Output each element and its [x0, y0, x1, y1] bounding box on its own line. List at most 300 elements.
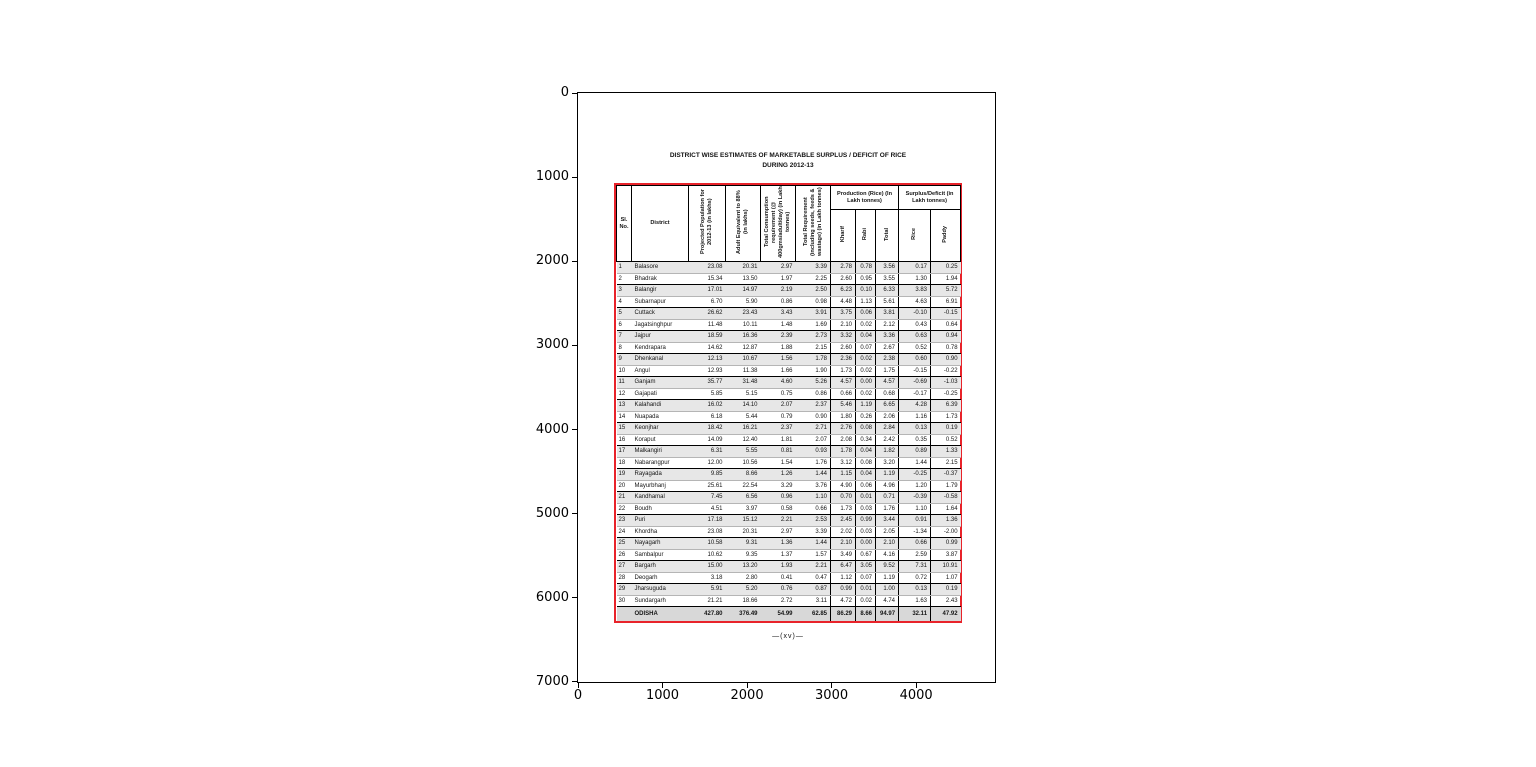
table-cell: 1.78: [796, 354, 831, 366]
y-tick-label: 3000: [535, 337, 569, 353]
table-cell: 2.73: [796, 331, 831, 343]
table-cell: 0.03: [856, 526, 876, 538]
table-cell: 1.37: [761, 549, 796, 561]
table-cell: 1.36: [931, 515, 961, 527]
col-header-consumption: Total Consumption requirement (@ 400gms/adult/day) (in Lakh tonnes): [761, 186, 796, 262]
table-cell: 25.61: [689, 480, 726, 492]
col-header-sl-no: Sl. No.: [617, 186, 632, 262]
table-cell: 0.58: [761, 503, 796, 515]
table-cell: 6.23: [831, 285, 856, 297]
table-cell: 15.12: [726, 515, 761, 527]
table-cell: Koraput: [632, 434, 689, 446]
table-cell: Nayagarh: [632, 538, 689, 550]
table-cell: 3.18: [689, 572, 726, 584]
district-row: [617, 457, 961, 469]
table-cell: 3.83: [899, 285, 931, 297]
table-cell: 0.68: [876, 388, 899, 400]
table-cell: Jagatsinghpur: [632, 319, 689, 331]
table-cell: 0.86: [796, 388, 831, 400]
table-cell: 0.02: [856, 388, 876, 400]
district-row: [617, 561, 961, 573]
table-cell: 1.54: [761, 457, 796, 469]
table-cell: 2.37: [796, 400, 831, 412]
table-cell: Kandhamal: [632, 492, 689, 504]
table-cell: 4.28: [899, 400, 931, 412]
table-cell: 0.02: [856, 595, 876, 607]
table-cell: 3.56: [876, 262, 899, 274]
table-cell: 10.11: [726, 319, 761, 331]
district-row: [617, 400, 961, 412]
table-cell: 2.60: [831, 342, 856, 354]
table-cell: 7.31: [899, 561, 931, 573]
table-cell: 4.57: [876, 377, 899, 389]
table-cell: 2.21: [761, 515, 796, 527]
table-cell: -0.15: [931, 308, 961, 320]
district-row: [617, 538, 961, 550]
table-cell: 427.80: [689, 607, 726, 622]
table-cell: -0.25: [899, 469, 931, 481]
table-cell: 11.38: [726, 365, 761, 377]
table-cell: 3.87: [931, 549, 961, 561]
figure-axes: [535, 85, 996, 703]
table-cell: 1.30: [899, 273, 931, 285]
col-header-requirement: Total Requirement (including seeds, feeds & wastage) (in Lakh tonnes): [796, 186, 831, 262]
district-row: [617, 331, 961, 343]
table-cell: 2: [617, 273, 632, 285]
y-tick-label: 6000: [535, 589, 569, 605]
district-row: [617, 377, 961, 389]
table-cell: 1.10: [899, 503, 931, 515]
district-row: [617, 526, 961, 538]
table-cell: 1.80: [831, 411, 856, 423]
page-number-mark: —(xv)—: [772, 633, 804, 640]
table-cell: 1.79: [931, 480, 961, 492]
district-row: [617, 342, 961, 354]
table-cell: 10.58: [689, 538, 726, 550]
table-cell: 12.00: [689, 457, 726, 469]
table-cell: 9: [617, 354, 632, 366]
table-cell: 19: [617, 469, 632, 481]
table-cell: 20.31: [726, 262, 761, 274]
y-tick-mark: [572, 93, 577, 94]
table-cell: 13.50: [726, 273, 761, 285]
x-tick-label: 2000: [730, 688, 764, 703]
table-cell: 0.99: [931, 538, 961, 550]
table-cell: 5.85: [689, 388, 726, 400]
table-cell: 1.73: [831, 365, 856, 377]
district-row: [617, 354, 961, 366]
table-cell: 0.66: [796, 503, 831, 515]
table-cell: 1.13: [856, 296, 876, 308]
table-cell: 0.72: [899, 572, 931, 584]
table-cell: 11: [617, 377, 632, 389]
sub-header-paddy: Paddy: [931, 210, 961, 262]
col-header-adult-equivalent: Adult Equivalent to 88% (in lakhs): [726, 186, 761, 262]
surplus-deficit-table: [616, 185, 961, 621]
table-cell: Boudh: [632, 503, 689, 515]
group-header-production: Production (Rice) (In Lakh tonnes): [831, 186, 899, 210]
table-cell: 6.70: [689, 296, 726, 308]
table-cell: 0.79: [761, 411, 796, 423]
x-tick-label: 3000: [815, 688, 849, 703]
table-cell: 1.94: [931, 273, 961, 285]
table-cell: 12.13: [689, 354, 726, 366]
table-cell: 2.10: [831, 538, 856, 550]
table-cell: 23.08: [689, 262, 726, 274]
table-cell: 0.00: [856, 538, 876, 550]
table-red-border-box: [614, 183, 962, 623]
y-tick-label: 5000: [535, 505, 569, 521]
table-cell: 3.29: [761, 480, 796, 492]
table-cell: 9.52: [876, 561, 899, 573]
table-cell: 1.48: [761, 319, 796, 331]
table-cell: 2.97: [761, 262, 796, 274]
table-cell: 2.42: [876, 434, 899, 446]
table-cell: 0.13: [899, 423, 931, 435]
table-cell: 1.82: [876, 446, 899, 458]
table-cell: Keonjhar: [632, 423, 689, 435]
table-cell: 5.55: [726, 446, 761, 458]
table-cell: 5.15: [726, 388, 761, 400]
table-cell: -0.69: [899, 377, 931, 389]
table-cell: 5.61: [876, 296, 899, 308]
table-cell: 10.62: [689, 549, 726, 561]
table-cell: 5.44: [726, 411, 761, 423]
table-cell: 4.74: [876, 595, 899, 607]
table-cell: 18.42: [689, 423, 726, 435]
table-cell: 2.37: [761, 423, 796, 435]
table-cell: 27: [617, 561, 632, 573]
table-cell: 0.13: [899, 584, 931, 596]
district-row: [617, 411, 961, 423]
table-cell: 1.15: [831, 469, 856, 481]
table-cell: 3.12: [831, 457, 856, 469]
table-cell: 6.56: [726, 492, 761, 504]
table-cell: 15: [617, 423, 632, 435]
table-cell: 0.98: [796, 296, 831, 308]
table-cell: 1.19: [876, 469, 899, 481]
table-cell: 0.63: [899, 331, 931, 343]
table-cell: 0.60: [899, 354, 931, 366]
table-cell: 10.67: [726, 354, 761, 366]
table-cell: 14.62: [689, 342, 726, 354]
table-cell: 6: [617, 319, 632, 331]
table-cell: 2.53: [796, 515, 831, 527]
table-cell: 4.48: [831, 296, 856, 308]
table-cell: 14: [617, 411, 632, 423]
table-cell: 2.50: [796, 285, 831, 297]
table-cell: 5.46: [831, 400, 856, 412]
table-cell: 2.84: [876, 423, 899, 435]
table-cell: 1: [617, 262, 632, 274]
table-cell: 0.25: [931, 262, 961, 274]
district-row: [617, 262, 961, 274]
table-cell: 3.43: [761, 308, 796, 320]
table-cell: Nuapada: [632, 411, 689, 423]
table-cell: 16: [617, 434, 632, 446]
table-cell: 62.85: [796, 607, 831, 622]
table-cell: 8: [617, 342, 632, 354]
table-cell: 0.26: [856, 411, 876, 423]
table-cell: Malkangiri: [632, 446, 689, 458]
table-cell: 0.03: [856, 503, 876, 515]
table-cell: 4.57: [831, 377, 856, 389]
table-cell: Deogarh: [632, 572, 689, 584]
table-cell: 0.01: [856, 584, 876, 596]
table-cell: 6.33: [876, 285, 899, 297]
table-cell: Mayurbhanj: [632, 480, 689, 492]
table-cell: Jajpur: [632, 331, 689, 343]
table-cell: 3.44: [876, 515, 899, 527]
table-cell: 10: [617, 365, 632, 377]
table-cell: 14.10: [726, 400, 761, 412]
table-cell: 5.90: [726, 296, 761, 308]
x-tick-label: 4000: [899, 688, 933, 703]
district-row: [617, 584, 961, 596]
y-tick-label: 0: [560, 85, 569, 100]
table-cell: 5.72: [931, 285, 961, 297]
district-row: [617, 503, 961, 515]
table-cell: 0.07: [856, 342, 876, 354]
table-cell: 1.81: [761, 434, 796, 446]
table-cell: 5.91: [689, 584, 726, 596]
table-cell: 21: [617, 492, 632, 504]
district-row: [617, 388, 961, 400]
table-cell: Puri: [632, 515, 689, 527]
district-row: [617, 515, 961, 527]
table-cell: 15.00: [689, 561, 726, 573]
district-row: [617, 434, 961, 446]
table-cell: Ganjam: [632, 377, 689, 389]
y-tick-label: 2000: [535, 253, 569, 269]
table-cell: Sambalpur: [632, 549, 689, 561]
table-cell: 1.64: [931, 503, 961, 515]
table-cell: 2.39: [761, 331, 796, 343]
table-cell: 0.02: [856, 354, 876, 366]
table-cell: ODISHA: [632, 607, 689, 622]
sub-header-rabi: Rabi: [856, 210, 876, 262]
table-cell: -0.39: [899, 492, 931, 504]
table-cell: Khordha: [632, 526, 689, 538]
table-cell: 9.35: [726, 549, 761, 561]
table-cell: 12: [617, 388, 632, 400]
table-cell: 17.01: [689, 285, 726, 297]
table-cell: 4.16: [876, 549, 899, 561]
table-cell: 6.18: [689, 411, 726, 423]
table-cell: 0.04: [856, 469, 876, 481]
table-cell: 4.72: [831, 595, 856, 607]
table-cell: 6.31: [689, 446, 726, 458]
col-header-district: District: [632, 186, 689, 262]
table-cell: 0.95: [856, 273, 876, 285]
sub-header-kharif: Kharif: [831, 210, 856, 262]
table-cell: [617, 607, 632, 622]
table-cell: 24: [617, 526, 632, 538]
district-row: [617, 285, 961, 297]
table-cell: 14.97: [726, 285, 761, 297]
table-cell: 2.10: [831, 319, 856, 331]
table-cell: 2.05: [876, 526, 899, 538]
table-cell: 3.32: [831, 331, 856, 343]
table-cell: 3.75: [831, 308, 856, 320]
table-cell: -0.22: [931, 365, 961, 377]
district-row: [617, 296, 961, 308]
table-cell: 1.56: [761, 354, 796, 366]
table-cell: Jharsuguda: [632, 584, 689, 596]
table-cell: 1.73: [831, 503, 856, 515]
table-cell: 1.44: [796, 469, 831, 481]
table-cell: 15.34: [689, 273, 726, 285]
y-tick-mark: [572, 681, 577, 682]
table-cell: 0.06: [856, 308, 876, 320]
table-cell: 2.78: [831, 262, 856, 274]
table-cell: 1.88: [761, 342, 796, 354]
table-cell: -0.25: [931, 388, 961, 400]
table-cell: 4.96: [876, 480, 899, 492]
table-cell: 0.67: [856, 549, 876, 561]
table-cell: 7: [617, 331, 632, 343]
table-cell: 0.41: [761, 572, 796, 584]
table-cell: 1.20: [899, 480, 931, 492]
table-cell: 6.47: [831, 561, 856, 573]
table-cell: 94.97: [876, 607, 899, 622]
table-cell: 0.99: [856, 515, 876, 527]
table-cell: Subarnapur: [632, 296, 689, 308]
table-cell: 1.73: [931, 411, 961, 423]
table-cell: 0.52: [899, 342, 931, 354]
y-tick-label: 7000: [535, 673, 569, 689]
table-cell: 2.21: [796, 561, 831, 573]
table-cell: 3.39: [796, 526, 831, 538]
table-cell: Gajapati: [632, 388, 689, 400]
table-header: [617, 186, 961, 262]
table-cell: 29: [617, 584, 632, 596]
district-row: [617, 273, 961, 285]
table-cell: 2.38: [876, 354, 899, 366]
table-cell: 3.55: [876, 273, 899, 285]
table-cell: 0.06: [856, 480, 876, 492]
table-cell: 3.39: [796, 262, 831, 274]
table-cell: 16.21: [726, 423, 761, 435]
table-cell: 14.09: [689, 434, 726, 446]
table-cell: 30: [617, 595, 632, 607]
table-cell: 0.04: [856, 331, 876, 343]
table-cell: 17: [617, 446, 632, 458]
table-cell: 0.07: [856, 572, 876, 584]
table-cell: 3.05: [856, 561, 876, 573]
table-cell: 0.99: [831, 584, 856, 596]
x-tick-label: 1000: [645, 688, 680, 703]
table-cell: 1.33: [931, 446, 961, 458]
table-cell: 2.76: [831, 423, 856, 435]
table-cell: 1.76: [796, 457, 831, 469]
table-cell: 0.00: [856, 377, 876, 389]
table-cell: 1.75: [876, 365, 899, 377]
table-cell: 22.54: [726, 480, 761, 492]
table-cell: 9.31: [726, 538, 761, 550]
table-cell: 4.51: [689, 503, 726, 515]
table-cell: -0.15: [899, 365, 931, 377]
district-row: [617, 365, 961, 377]
table-cell: 13.20: [726, 561, 761, 573]
table-cell: 0.71: [876, 492, 899, 504]
table-cell: 6.39: [931, 400, 961, 412]
table-cell: 0.01: [856, 492, 876, 504]
sub-header-total: Total: [876, 210, 899, 262]
table-cell: 0.35: [899, 434, 931, 446]
table-cell: 3.11: [796, 595, 831, 607]
table-cell: 47.92: [931, 607, 961, 622]
col-header-population: Projected Population for 2012-13 (in lakhs): [689, 186, 726, 262]
table-cell: 32.11: [899, 607, 931, 622]
table-cell: 0.08: [856, 457, 876, 469]
table-cell: 2.67: [876, 342, 899, 354]
table-cell: 23.43: [726, 308, 761, 320]
table-cell: Kalahandi: [632, 400, 689, 412]
table-cell: 2.72: [761, 595, 796, 607]
table-cell: 0.52: [931, 434, 961, 446]
table-cell: 1.44: [796, 538, 831, 550]
y-tick-mark: [572, 597, 577, 598]
table-cell: 5.26: [796, 377, 831, 389]
table-cell: 0.91: [899, 515, 931, 527]
table-cell: 1.93: [761, 561, 796, 573]
document-title: [608, 151, 968, 171]
table-cell: 0.86: [761, 296, 796, 308]
y-tick-mark: [572, 261, 577, 262]
table-cell: 20: [617, 480, 632, 492]
table-cell: 1.19: [876, 572, 899, 584]
table-cell: 2.25: [796, 273, 831, 285]
table-cell: 28: [617, 572, 632, 584]
table-cell: 1.44: [899, 457, 931, 469]
table-cell: 6.91: [931, 296, 961, 308]
district-row: [617, 572, 961, 584]
y-tick-mark: [572, 429, 577, 430]
table-cell: 20.31: [726, 526, 761, 538]
table-cell: 2.80: [726, 572, 761, 584]
table-cell: -2.00: [931, 526, 961, 538]
table-cell: 1.19: [856, 400, 876, 412]
table-cell: -1.03: [931, 377, 961, 389]
table-cell: 0.70: [831, 492, 856, 504]
table-cell: 2.36: [831, 354, 856, 366]
table-cell: 1.26: [761, 469, 796, 481]
table-cell: 3: [617, 285, 632, 297]
table-cell: 1.36: [761, 538, 796, 550]
table-cell: 86.29: [831, 607, 856, 622]
table-cell: 10.56: [726, 457, 761, 469]
table-cell: 5: [617, 308, 632, 320]
table-cell: Kendrapara: [632, 342, 689, 354]
table-cell: Bargarh: [632, 561, 689, 573]
table-cell: 7.45: [689, 492, 726, 504]
table-cell: 2.19: [761, 285, 796, 297]
table-cell: 18: [617, 457, 632, 469]
table-cell: 3.81: [876, 308, 899, 320]
table-cell: 11.48: [689, 319, 726, 331]
table-cell: 0.02: [856, 319, 876, 331]
table-cell: 54.99: [761, 607, 796, 622]
table-cell: 3.36: [876, 331, 899, 343]
table-cell: 0.89: [899, 446, 931, 458]
table-cell: Angul: [632, 365, 689, 377]
table-cell: 1.00: [876, 584, 899, 596]
table-cell: Balasore: [632, 262, 689, 274]
table-cell: 31.48: [726, 377, 761, 389]
table-cell: 5.20: [726, 584, 761, 596]
table-cell: 0.64: [931, 319, 961, 331]
